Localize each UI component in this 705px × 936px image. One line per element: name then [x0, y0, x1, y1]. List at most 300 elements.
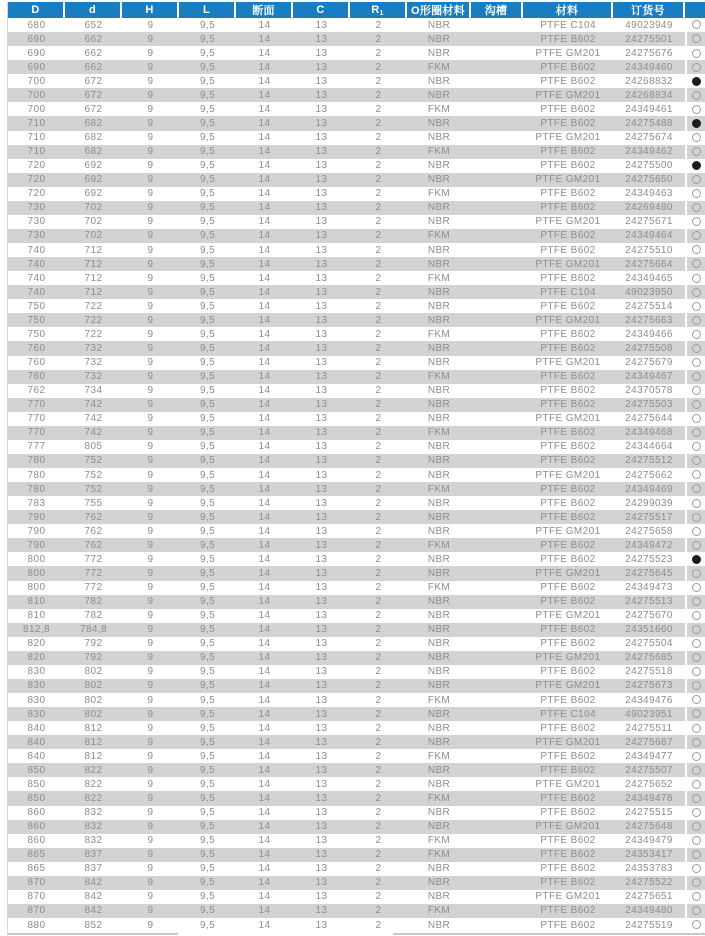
open-dot-icon: [692, 386, 701, 395]
cell-H: 9: [122, 721, 179, 735]
cell-d: 802: [65, 665, 122, 679]
cell-D: 850: [8, 791, 65, 805]
cell-availability: [685, 116, 705, 130]
open-dot-icon: [692, 372, 701, 381]
table-row: [8, 243, 705, 257]
cell-R1: 2: [350, 777, 407, 791]
cell-material: PTFE B602: [523, 806, 613, 820]
cell-oring_material: FKM: [407, 145, 471, 159]
cell-C: 13: [293, 623, 350, 637]
cell-H: 9: [122, 707, 179, 721]
cell-L: 9,5: [179, 201, 236, 215]
cell-R1: 2: [350, 651, 407, 665]
cell-groove: [471, 834, 523, 848]
cell-R1: 2: [350, 299, 407, 313]
open-dot-icon: [692, 752, 701, 761]
cell-oring_material: NBR: [407, 524, 471, 538]
table-row: [8, 215, 705, 229]
cell-order_no: 24275518: [613, 665, 685, 679]
cell-duanmian: 14: [236, 679, 293, 693]
cell-duanmian: 14: [236, 313, 293, 327]
cell-order_no: 24370578: [613, 384, 685, 398]
cell-duanmian: 14: [236, 426, 293, 440]
cell-H: 9: [122, 524, 179, 538]
cell-L: 9,5: [179, 876, 236, 890]
cell-d: 802: [65, 693, 122, 707]
open-dot-icon: [692, 91, 701, 100]
cell-C: 13: [293, 538, 350, 552]
table-row: [8, 327, 705, 341]
cell-oring_material: NBR: [407, 384, 471, 398]
cell-groove: [471, 524, 523, 538]
cell-oring_material: NBR: [407, 510, 471, 524]
table-row: [8, 313, 705, 327]
table-row: [8, 665, 705, 679]
cell-material: PTFE B602: [523, 327, 613, 341]
cell-groove: [471, 918, 523, 932]
cell-L: 9,5: [179, 257, 236, 271]
cell-order_no: 24275674: [613, 131, 685, 145]
cell-oring_material: NBR: [407, 862, 471, 876]
cell-groove: [471, 229, 523, 243]
cell-availability: [685, 60, 705, 74]
cell-H: 9: [122, 468, 179, 482]
cell-oring_material: NBR: [407, 707, 471, 721]
table-row: [8, 440, 705, 454]
cell-R1: 2: [350, 285, 407, 299]
cell-H: 9: [122, 88, 179, 102]
cell-H: 9: [122, 299, 179, 313]
cell-d: 712: [65, 243, 122, 257]
cell-oring_material: NBR: [407, 777, 471, 791]
cell-R1: 2: [350, 201, 407, 215]
cell-d: 734: [65, 384, 122, 398]
cell-R1: 2: [350, 313, 407, 327]
cell-H: 9: [122, 74, 179, 88]
cell-order_no: 24269480: [613, 201, 685, 215]
cell-d: 812: [65, 749, 122, 763]
open-dot-icon: [692, 49, 701, 58]
cell-oring_material: FKM: [407, 834, 471, 848]
cell-material: PTFE B602: [523, 243, 613, 257]
cell-R1: 2: [350, 609, 407, 623]
cell-duanmian: 14: [236, 510, 293, 524]
cell-material: PTFE B602: [523, 510, 613, 524]
cell-groove: [471, 806, 523, 820]
cell-groove: [471, 187, 523, 201]
cell-D: 777: [8, 440, 65, 454]
cell-C: 13: [293, 496, 350, 510]
cell-oring_material: NBR: [407, 665, 471, 679]
cell-d: 792: [65, 651, 122, 665]
cell-R1: 2: [350, 679, 407, 693]
cell-C: 13: [293, 201, 350, 215]
cell-availability: [685, 862, 705, 876]
cell-H: 9: [122, 131, 179, 145]
cell-d: 784,8: [65, 623, 122, 637]
cell-material: PTFE B602: [523, 763, 613, 777]
cell-availability: [685, 749, 705, 763]
cell-groove: [471, 384, 523, 398]
cell-H: 9: [122, 876, 179, 890]
cell-duanmian: 14: [236, 384, 293, 398]
cell-D: 880: [8, 918, 65, 932]
cell-groove: [471, 201, 523, 215]
cell-H: 9: [122, 271, 179, 285]
cell-H: 9: [122, 890, 179, 904]
cell-duanmian: 14: [236, 665, 293, 679]
cell-R1: 2: [350, 721, 407, 735]
cell-L: 9,5: [179, 918, 236, 932]
open-dot-icon: [692, 794, 701, 803]
cell-C: 13: [293, 777, 350, 791]
open-dot-icon: [692, 63, 701, 72]
cell-C: 13: [293, 412, 350, 426]
cell-order_no: 24275670: [613, 609, 685, 623]
cell-material: PTFE B602: [523, 482, 613, 496]
seal-dimensions-table: [8, 0, 705, 932]
cell-R1: 2: [350, 581, 407, 595]
cell-availability: [685, 735, 705, 749]
cell-C: 13: [293, 848, 350, 862]
cell-duanmian: 14: [236, 60, 293, 74]
cell-L: 9,5: [179, 609, 236, 623]
cell-oring_material: NBR: [407, 201, 471, 215]
cell-L: 9,5: [179, 834, 236, 848]
cell-D: 720: [8, 159, 65, 173]
table-row: [8, 918, 705, 932]
cell-C: 13: [293, 327, 350, 341]
cell-order_no: 24349469: [613, 482, 685, 496]
cell-order_no: 24275523: [613, 552, 685, 566]
cell-R1: 2: [350, 102, 407, 116]
cell-duanmian: 14: [236, 791, 293, 805]
cell-d: 812: [65, 735, 122, 749]
cell-order_no: 24275515: [613, 806, 685, 820]
cell-availability: [685, 257, 705, 271]
table-row: [8, 482, 705, 496]
cell-H: 9: [122, 777, 179, 791]
cell-availability: [685, 496, 705, 510]
cell-groove: [471, 890, 523, 904]
cell-d: 752: [65, 468, 122, 482]
cell-order_no: 24275501: [613, 32, 685, 46]
table-row: [8, 187, 705, 201]
table-row: [8, 834, 705, 848]
cell-oring_material: FKM: [407, 848, 471, 862]
cell-C: 13: [293, 510, 350, 524]
cell-H: 9: [122, 32, 179, 46]
cell-material: PTFE B602: [523, 370, 613, 384]
cell-material: PTFE B602: [523, 440, 613, 454]
cell-order_no: 24353783: [613, 862, 685, 876]
cell-d: 672: [65, 102, 122, 116]
cell-L: 9,5: [179, 538, 236, 552]
cell-availability: [685, 665, 705, 679]
header-row: [8, 0, 705, 18]
cell-H: 9: [122, 848, 179, 862]
cell-availability: [685, 876, 705, 890]
cell-order_no: 24349464: [613, 229, 685, 243]
open-dot-icon: [692, 681, 701, 690]
table-body: [8, 18, 705, 932]
cell-L: 9,5: [179, 215, 236, 229]
cell-groove: [471, 904, 523, 918]
cell-availability: [685, 848, 705, 862]
cell-oring_material: NBR: [407, 243, 471, 257]
cell-material: PTFE C104: [523, 18, 613, 32]
cell-oring_material: NBR: [407, 74, 471, 88]
open-dot-icon: [692, 892, 701, 901]
table-row: [8, 88, 705, 102]
cell-D: 800: [8, 566, 65, 580]
open-dot-icon: [692, 105, 701, 114]
cell-groove: [471, 116, 523, 130]
cell-order_no: 24349476: [613, 693, 685, 707]
cell-duanmian: 14: [236, 257, 293, 271]
cell-d: 682: [65, 116, 122, 130]
table-row: [8, 862, 705, 876]
cell-oring_material: NBR: [407, 356, 471, 370]
cell-oring_material: NBR: [407, 215, 471, 229]
cell-availability: [685, 904, 705, 918]
cell-duanmian: 14: [236, 482, 293, 496]
cell-R1: 2: [350, 46, 407, 60]
cell-oring_material: NBR: [407, 131, 471, 145]
cell-order_no: 24275512: [613, 454, 685, 468]
cell-H: 9: [122, 552, 179, 566]
cell-duanmian: 14: [236, 18, 293, 32]
cell-R1: 2: [350, 243, 407, 257]
cell-D: 810: [8, 595, 65, 609]
open-dot-icon: [692, 906, 701, 915]
cell-oring_material: NBR: [407, 735, 471, 749]
cell-duanmian: 14: [236, 707, 293, 721]
cell-material: PTFE B602: [523, 721, 613, 735]
table-row: [8, 201, 705, 215]
cell-D: 800: [8, 581, 65, 595]
cell-duanmian: 14: [236, 623, 293, 637]
open-dot-icon: [692, 695, 701, 704]
cell-L: 9,5: [179, 32, 236, 46]
cell-H: 9: [122, 356, 179, 370]
cell-H: 9: [122, 285, 179, 299]
cell-material: PTFE B602: [523, 299, 613, 313]
cell-C: 13: [293, 243, 350, 257]
cell-L: 9,5: [179, 693, 236, 707]
cell-order_no: 24275662: [613, 468, 685, 482]
cell-material: PTFE B602: [523, 581, 613, 595]
open-dot-icon: [692, 456, 701, 465]
open-dot-icon: [692, 513, 701, 522]
table-row: [8, 370, 705, 384]
cell-duanmian: 14: [236, 32, 293, 46]
cell-duanmian: 14: [236, 749, 293, 763]
cell-duanmian: 14: [236, 88, 293, 102]
cell-d: 712: [65, 285, 122, 299]
cell-oring_material: NBR: [407, 721, 471, 735]
table-row: [8, 468, 705, 482]
open-dot-icon: [692, 302, 701, 311]
cell-H: 9: [122, 482, 179, 496]
cell-duanmian: 14: [236, 637, 293, 651]
cell-duanmian: 14: [236, 777, 293, 791]
cell-H: 9: [122, 243, 179, 257]
cell-groove: [471, 243, 523, 257]
cell-R1: 2: [350, 454, 407, 468]
cell-d: 672: [65, 88, 122, 102]
cell-oring_material: NBR: [407, 876, 471, 890]
open-dot-icon: [692, 920, 701, 929]
cell-L: 9,5: [179, 88, 236, 102]
cell-R1: 2: [350, 665, 407, 679]
cell-order_no: 24275504: [613, 637, 685, 651]
cell-oring_material: FKM: [407, 482, 471, 496]
cell-L: 9,5: [179, 145, 236, 159]
cell-oring_material: NBR: [407, 159, 471, 173]
cell-L: 9,5: [179, 327, 236, 341]
col-header-availability: [685, 0, 705, 18]
cell-duanmian: 14: [236, 116, 293, 130]
cell-availability: [685, 482, 705, 496]
cell-duanmian: 14: [236, 468, 293, 482]
cell-L: 9,5: [179, 426, 236, 440]
cell-material: PTFE B602: [523, 74, 613, 88]
cell-order_no: 24275503: [613, 398, 685, 412]
cell-d: 752: [65, 454, 122, 468]
cell-R1: 2: [350, 693, 407, 707]
cell-D: 870: [8, 890, 65, 904]
cell-D: 690: [8, 46, 65, 60]
cell-L: 9,5: [179, 595, 236, 609]
cell-d: 772: [65, 581, 122, 595]
cell-D: 860: [8, 834, 65, 848]
cell-availability: [685, 595, 705, 609]
cell-oring_material: FKM: [407, 749, 471, 763]
cell-d: 712: [65, 257, 122, 271]
cell-material: PTFE B602: [523, 159, 613, 173]
cell-L: 9,5: [179, 299, 236, 313]
cell-duanmian: 14: [236, 581, 293, 595]
cell-d: 662: [65, 60, 122, 74]
cell-groove: [471, 749, 523, 763]
cell-C: 13: [293, 46, 350, 60]
table-row: [8, 890, 705, 904]
cell-R1: 2: [350, 482, 407, 496]
table-row: [8, 637, 705, 651]
cell-material: PTFE GM201: [523, 46, 613, 60]
cell-oring_material: NBR: [407, 679, 471, 693]
cell-order_no: 24275644: [613, 412, 685, 426]
table-row: [8, 285, 705, 299]
cell-R1: 2: [350, 215, 407, 229]
cell-H: 9: [122, 145, 179, 159]
cell-groove: [471, 707, 523, 721]
cell-L: 9,5: [179, 454, 236, 468]
cell-material: PTFE B602: [523, 145, 613, 159]
cell-duanmian: 14: [236, 74, 293, 88]
cell-L: 9,5: [179, 665, 236, 679]
cell-availability: [685, 88, 705, 102]
cell-availability: [685, 426, 705, 440]
cell-C: 13: [293, 679, 350, 693]
cell-duanmian: 14: [236, 131, 293, 145]
cell-material: PTFE GM201: [523, 651, 613, 665]
cell-H: 9: [122, 313, 179, 327]
cell-groove: [471, 173, 523, 187]
cell-C: 13: [293, 820, 350, 834]
cell-C: 13: [293, 890, 350, 904]
cell-duanmian: 14: [236, 285, 293, 299]
cell-order_no: 24349478: [613, 791, 685, 805]
cell-order_no: 24349460: [613, 60, 685, 74]
cell-D: 870: [8, 876, 65, 890]
cell-oring_material: NBR: [407, 595, 471, 609]
cell-order_no: 24275685: [613, 651, 685, 665]
cell-H: 9: [122, 370, 179, 384]
cell-order_no: 24353417: [613, 848, 685, 862]
cell-duanmian: 14: [236, 356, 293, 370]
cell-duanmian: 14: [236, 904, 293, 918]
cell-oring_material: FKM: [407, 271, 471, 285]
cell-L: 9,5: [179, 356, 236, 370]
cell-D: 840: [8, 721, 65, 735]
cell-groove: [471, 848, 523, 862]
cell-R1: 2: [350, 510, 407, 524]
table-row: [8, 496, 705, 510]
table-row: [8, 159, 705, 173]
table-row: [8, 145, 705, 159]
open-dot-icon: [692, 611, 701, 620]
cell-groove: [471, 426, 523, 440]
cell-groove: [471, 763, 523, 777]
cell-L: 9,5: [179, 566, 236, 580]
cell-d: 802: [65, 679, 122, 693]
open-dot-icon: [692, 259, 701, 268]
col-header-D: D: [8, 0, 65, 18]
cell-order_no: 24275671: [613, 215, 685, 229]
cell-material: PTFE B602: [523, 595, 613, 609]
open-dot-icon: [692, 597, 701, 606]
cell-d: 722: [65, 299, 122, 313]
cell-duanmian: 14: [236, 806, 293, 820]
cell-duanmian: 14: [236, 834, 293, 848]
cell-R1: 2: [350, 327, 407, 341]
cell-oring_material: NBR: [407, 116, 471, 130]
cell-groove: [471, 285, 523, 299]
cell-C: 13: [293, 735, 350, 749]
cell-L: 9,5: [179, 131, 236, 145]
cell-groove: [471, 637, 523, 651]
cell-C: 13: [293, 18, 350, 32]
cell-H: 9: [122, 187, 179, 201]
table-row: [8, 398, 705, 412]
table-row: [8, 735, 705, 749]
cell-oring_material: NBR: [407, 918, 471, 932]
cell-H: 9: [122, 693, 179, 707]
cell-oring_material: NBR: [407, 398, 471, 412]
cell-groove: [471, 454, 523, 468]
cell-duanmian: 14: [236, 890, 293, 904]
cell-duanmian: 14: [236, 566, 293, 580]
cell-D: 850: [8, 763, 65, 777]
cell-D: 720: [8, 187, 65, 201]
cell-material: PTFE B602: [523, 398, 613, 412]
cell-D: 790: [8, 538, 65, 552]
open-dot-icon: [692, 569, 701, 578]
table-row: [8, 510, 705, 524]
cell-C: 13: [293, 609, 350, 623]
